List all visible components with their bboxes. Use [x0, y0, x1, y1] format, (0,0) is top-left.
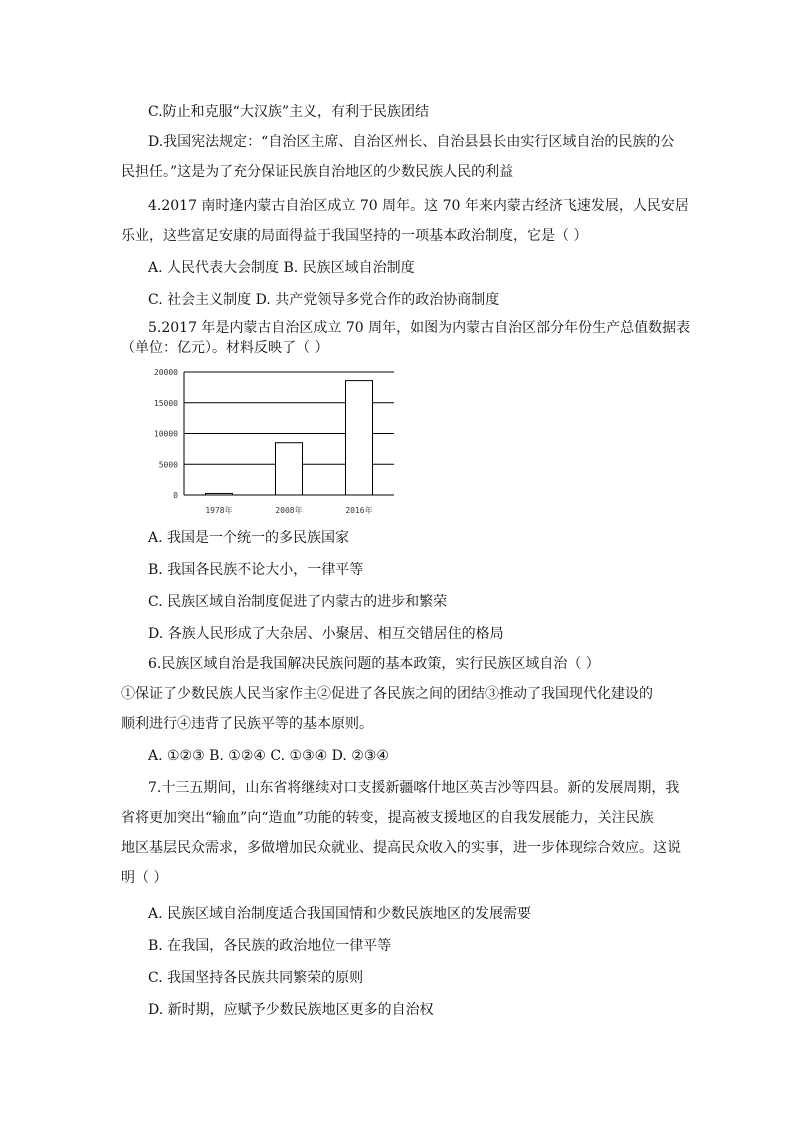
q5-stem-line1: 5.2017 年是内蒙古自治区成立 70 周年，如图为内蒙古自治区部分年份生产总值数据表 — [148, 320, 691, 336]
bar — [206, 493, 233, 495]
y-tick-label: 15000 — [153, 398, 178, 408]
q3-option-d-line2: 民担任。”这是为了充分保证民族自治地区的少数民族人民的利益 — [121, 164, 514, 180]
q4-options-ab: A. 人民代表大会制度 B. 民族区域自治制度 — [148, 260, 415, 276]
y-tick-label: 20000 — [153, 368, 178, 377]
q5-option-a: A. 我国是一个统一的多民族国家 — [148, 530, 350, 546]
bar — [276, 443, 303, 495]
q5-option-b: B. 我国各民族不论大小，一律平等 — [148, 562, 364, 578]
bar — [346, 381, 373, 495]
y-tick-label: 10000 — [153, 429, 178, 439]
q7-option-c: C. 我国坚持各民族共同繁荣的原则 — [148, 970, 364, 986]
q6-stem: 6.民族区域自治是我国解决民族问题的基本政策，实行民族区域自治（ ） — [148, 656, 600, 672]
q4-options-cd: C. 社会主义制度 D. 共产党领导多党合作的政治协商制度 — [148, 292, 500, 308]
x-tick-label: 2008年 — [275, 506, 303, 515]
q7-option-d: D. 新时期，应赋予少数民族地区更多的自治权 — [148, 1002, 434, 1018]
y-tick-label: 5000 — [158, 460, 178, 470]
x-tick-label: 1978年 — [205, 506, 233, 515]
q6-items-line1: ①保证了少数民族人民当家作主②促进了各民族之间的团结③推动了我国现代化建设的 — [121, 686, 653, 702]
x-tick-label: 2016年 — [345, 506, 373, 515]
q7-stem-line1: 7.十三五期间，山东省将继续对口支援新疆喀什地区英吉沙等四县。新的发展周期，我 — [148, 780, 680, 796]
q5-stem-line2: （单位：亿元）。材料反映了（ ） — [121, 340, 329, 356]
q7-option-b: B. 在我国，各民族的政治地位一律平等 — [148, 938, 392, 954]
q3-option-d-line1: D.我国宪法规定：“自治区主席、自治区州长、自治县县长由实行区域自治的民族的公 — [148, 134, 675, 150]
q5-option-c: C. 民族区域自治制度促进了内蒙古的进步和繁荣 — [148, 594, 448, 610]
q5-option-d: D. 各族人民形成了大杂居、小聚居、相互交错居住的格局 — [148, 626, 504, 642]
q7-stem-line4: 明（ ） — [121, 870, 168, 886]
y-tick-label: 0 — [173, 491, 178, 500]
q7-option-a: A. 民族区域自治制度适合我国国情和少数民族地区的发展需要 — [148, 906, 532, 922]
q7-stem-line3: 地区基层民众需求，多做增加民众就业、提高民众收入的实事，进一步体现综合效应。这说 — [121, 840, 681, 856]
q4-stem-line2: 乐业，这些富足安康的局面得益于我国坚持的一项基本政治制度，它是（ ） — [121, 228, 588, 244]
q3-option-c: C.防止和克服“大汉族”主义，有利于民族团结 — [148, 104, 429, 120]
q6-options: A. ①②③ B. ①②④ C. ①③④ D. ②③④ — [148, 748, 389, 764]
q7-stem-line2: 省将更加突出“输血”向“造血”功能的转变，提高被支援地区的自我发展能力，关注民族 — [121, 810, 654, 826]
q6-items-line2: 顺利进行④违背了民族平等的基本原则。 — [121, 716, 373, 732]
q4-stem-line1: 4.2017 南时逢内蒙古自治区成立 70 周年。这 70 年来内蒙古经济飞速发展，人民安居 — [148, 198, 689, 214]
gdp-bar-chart — [140, 362, 400, 522]
